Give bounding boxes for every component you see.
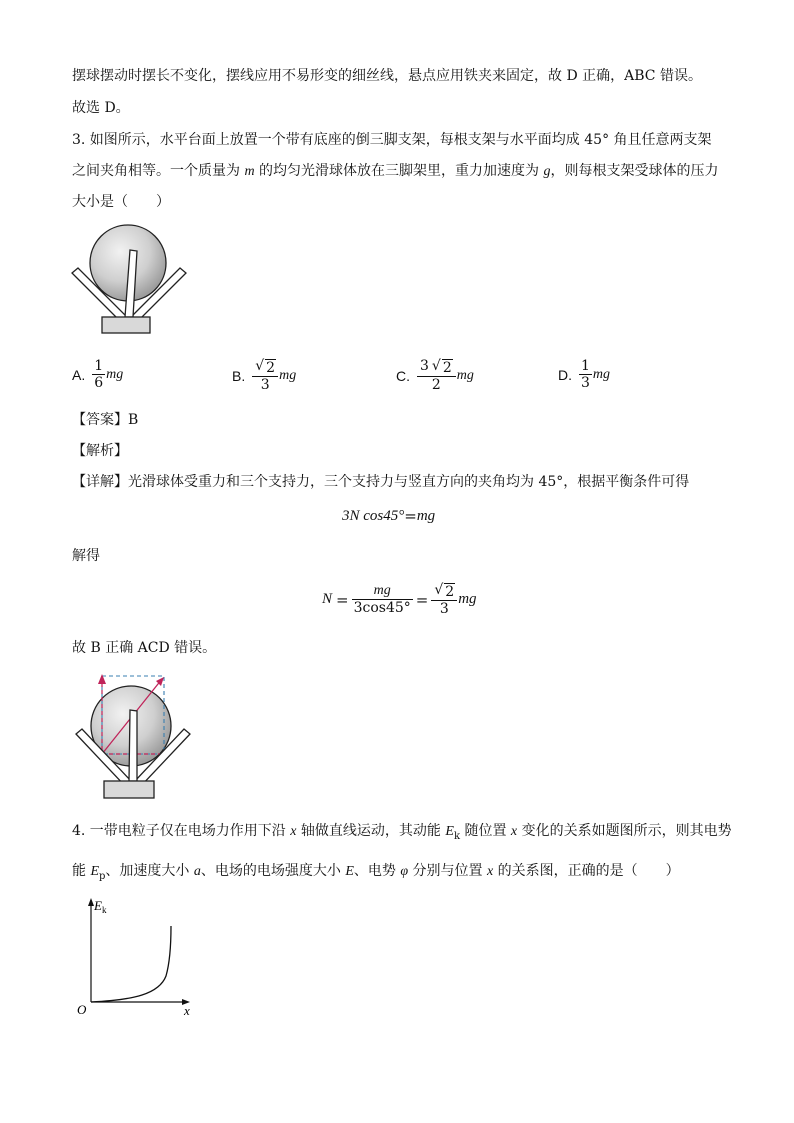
option-c-fraction: 3 √ 2 2 <box>418 358 455 393</box>
x-axis-label: x <box>184 1003 190 1018</box>
option-d-tail: mg <box>592 366 611 382</box>
q4-ek-graph <box>74 896 204 1020</box>
prev-solution-line-2: 故选 D。 <box>72 100 130 116</box>
q3-stem-line-3: 大小是（ ） <box>72 194 170 210</box>
analysis-tag: 【解析】 <box>72 443 128 459</box>
solve-text: 解得 <box>72 548 100 564</box>
q3-force-figure <box>74 672 194 802</box>
eq2-fraction-1: $\frac{mg}{3\cos 45^\circ}$ <box>353 583 411 616</box>
answer-line: 【答案】B <box>72 412 139 428</box>
origin-label: O <box>77 1002 87 1017</box>
detail-line: 【详解】光滑球体受重力和三个支持力，三个支持力与竖直方向的夹角均为 45°，根据平衡条件可得 <box>72 474 690 490</box>
option-b-label: B. <box>232 367 246 384</box>
option-b-fraction: √ 2 3 <box>253 358 277 393</box>
option-a-tail: mg <box>106 366 124 382</box>
option-c-label: C. <box>396 367 410 384</box>
option-d-fraction: $\frac{1}{3}$ <box>581 358 590 391</box>
prev-solution-line-1: 摆球摆动时摆长不变化，摆线应用不易形变的细丝线，悬点应用铁夹来固定，故 D 正确，ABC 错误。 <box>72 68 702 84</box>
equation-1: 3N cos45° = mg <box>342 507 436 525</box>
option-a-fraction: $\frac{1}{6}$ <box>94 358 104 391</box>
q4-stem-line-1: 4. 一带电粒子仅在电场力作用下沿 x 轴做直线运动，其动能 $E_k$ 随位置 x 变化的关系如题图所示，则其电势 <box>72 823 732 842</box>
option-b-tail: mg <box>279 367 297 383</box>
base <box>102 317 150 333</box>
q4-stem-line-2: 能 $E_p$、加速度大小 a、电场的电场强度大小 E、电势 φ 分别与位置 x 的关系图，正确的是（ ） <box>72 863 680 882</box>
option-c[interactable] <box>396 358 474 393</box>
q3-stem-line-2: 之间夹角相等。一个质量为 m 的均匀光滑球体放在三脚架里，重力加速度为 g，则每根支架受球体的压力 <box>72 163 719 179</box>
equation-2: N = $\frac{mg}{3\cos 45^\circ}$ = √ 2 3 mg <box>322 582 477 617</box>
q3-tripod-figure <box>70 225 190 337</box>
y-axis-label: $E_k$ <box>94 898 107 915</box>
q3-stem-line-1: 3. 如图所示，水平台面上放置一个带有底座的倒三脚支架，每根支架与水平面均成 45° 角且任意两支架 <box>72 132 712 148</box>
option-d-label: D. <box>558 366 572 383</box>
eq2-fraction-2: √ 2 3 <box>432 582 456 617</box>
option-a[interactable] <box>72 358 123 391</box>
middle-leg-2 <box>129 710 137 781</box>
option-b[interactable] <box>232 358 296 393</box>
conclusion-line: 故 B 正确 ACD 错误。 <box>72 640 217 656</box>
option-d[interactable] <box>558 358 610 391</box>
option-c-tail: mg <box>456 367 474 383</box>
option-a-label: A. <box>72 366 86 383</box>
base-2 <box>104 781 154 798</box>
ek-curve <box>91 926 171 1002</box>
